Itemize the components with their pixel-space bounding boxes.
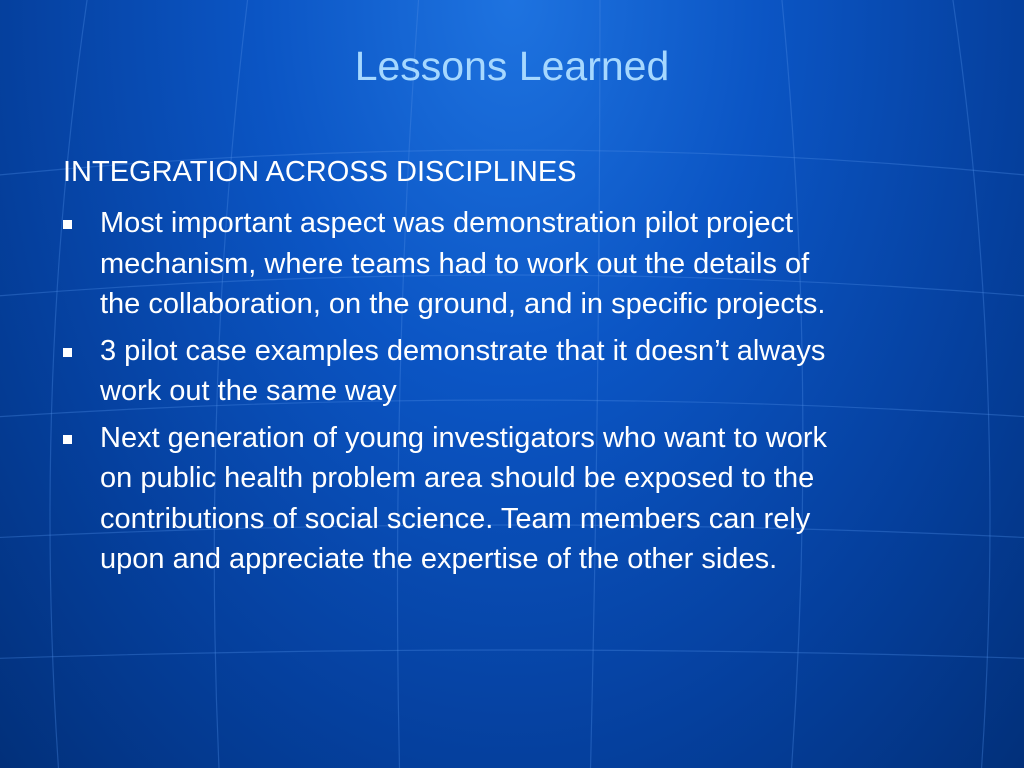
bullet-text-line: mechanism, where teams had to work out the details of <box>100 247 810 280</box>
square-bullet-icon <box>63 435 72 444</box>
bullet-text-line: 3 pilot case examples demonstrate that it doesn’t always <box>100 334 826 367</box>
bullet-text-line: upon and appreciate the expertise of the other sides. <box>100 543 778 575</box>
section-heading: INTEGRATION ACROSS DISCIPLINES <box>63 156 577 188</box>
bullet-text-line: Next generation of young investigators who want to work <box>100 421 828 454</box>
bullet-item <box>63 331 973 412</box>
bullet-item <box>63 203 973 325</box>
bullet-text-line: Most important aspect was demonstration pilot project <box>100 207 794 239</box>
slide-title: Lessons Learned <box>354 43 670 89</box>
square-bullet-icon <box>63 220 72 229</box>
bullet-text-line: the collaboration, on the ground, and in specific projects. <box>100 288 826 320</box>
bullet-text-line: work out the same way <box>100 375 397 407</box>
bullet-text-line: contributions of social science. Team members can rely <box>100 502 811 535</box>
bullet-list <box>63 203 973 586</box>
bullet-text-line: on public health problem area should be exposed to the <box>100 462 815 494</box>
bullet-item <box>63 418 973 580</box>
square-bullet-icon <box>63 348 72 357</box>
